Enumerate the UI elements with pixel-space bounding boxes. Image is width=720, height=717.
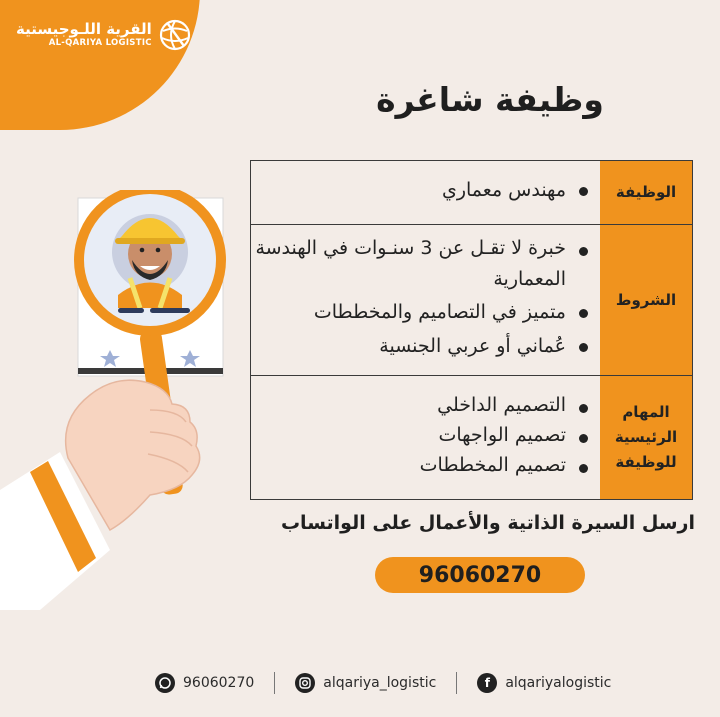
position-list bbox=[251, 173, 590, 207]
job-details-table bbox=[250, 160, 693, 500]
table-row-position bbox=[251, 161, 692, 225]
footer-facebook[interactable] bbox=[477, 673, 611, 693]
instagram-icon bbox=[295, 673, 315, 693]
footer-whatsapp[interactable] bbox=[155, 673, 254, 693]
list-item: التصميم الداخلي bbox=[251, 390, 590, 420]
row-label-position: الوظيفة bbox=[600, 161, 692, 224]
facebook-icon: f bbox=[477, 673, 497, 693]
facebook-handle: alqariyalogistic bbox=[505, 675, 612, 691]
instagram-handle: alqariya_logistic bbox=[323, 675, 437, 691]
list-item: خبرة لا تقـل عن 3 سنـوات في الهندسة المعمارية bbox=[251, 233, 590, 295]
row-label-requirements: الشروط bbox=[600, 225, 692, 375]
footer-divider bbox=[456, 672, 457, 694]
footer-instagram[interactable] bbox=[295, 673, 436, 693]
requirements-list bbox=[251, 233, 590, 363]
brand-logo bbox=[16, 18, 192, 52]
phone-number-badge[interactable]: 96060270 bbox=[375, 557, 585, 593]
list-item: تصميم الواجهات bbox=[251, 420, 590, 450]
table-row-requirements bbox=[251, 225, 692, 376]
row-label-tasks bbox=[600, 376, 692, 499]
page-title: وظيفة شاغرة bbox=[376, 80, 604, 119]
footer-contacts bbox=[155, 672, 611, 694]
tasks-label-line: للوظيفة bbox=[615, 452, 677, 471]
brand-name-en: AL-QARIYA LOGISTIC bbox=[48, 38, 152, 49]
tasks-label-line: المهام bbox=[622, 403, 670, 422]
row-content-position bbox=[251, 161, 600, 224]
list-item: عُماني أو عربي الجنسية bbox=[251, 329, 590, 363]
magnifier-worker-illustration bbox=[0, 190, 250, 610]
list-item: تصميم المخططات bbox=[251, 450, 590, 480]
row-content-tasks bbox=[251, 376, 600, 499]
tasks-list bbox=[251, 390, 590, 480]
list-item: مهندس معماري bbox=[251, 173, 590, 207]
footer-divider bbox=[274, 672, 275, 694]
row-content-requirements bbox=[251, 225, 600, 375]
brand-name-ar: القرية اللـوجيستية bbox=[16, 20, 152, 39]
list-item: متميز في التصاميم والمخططات bbox=[251, 295, 590, 329]
whatsapp-icon bbox=[155, 673, 175, 693]
brand-text bbox=[16, 22, 152, 48]
call-to-action: ارسل السيرة الذاتية والأعمال على الواتساب bbox=[280, 512, 695, 534]
table-row-tasks bbox=[251, 376, 692, 499]
globe-logo-icon bbox=[158, 18, 192, 52]
tasks-label-line: الرئيسية bbox=[614, 428, 678, 447]
whatsapp-number: 96060270 bbox=[183, 675, 255, 691]
